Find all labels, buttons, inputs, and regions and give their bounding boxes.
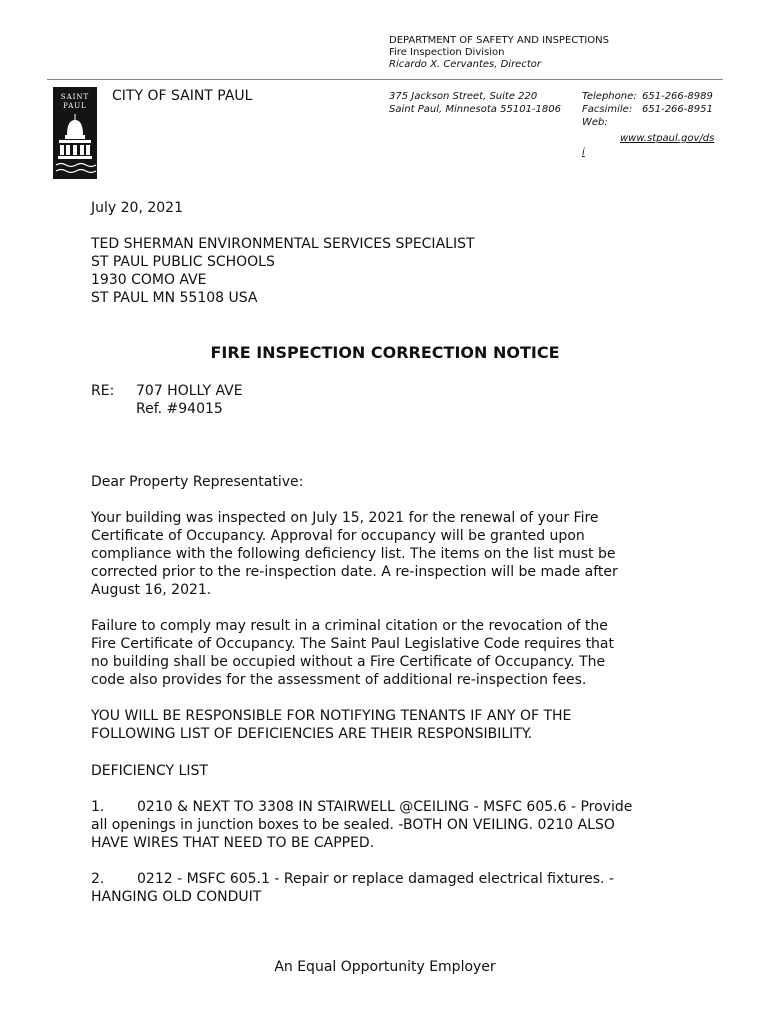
deficiency-list-heading: DEFICIENCY LIST xyxy=(91,763,208,779)
telephone-number: 651-266-8989 xyxy=(642,91,713,102)
paragraph-line: code also provides for the assessment of additional re-inspection fees. xyxy=(91,672,587,688)
deficiency-text: HAVE WIRES THAT NEED TO BE CAPPED. xyxy=(91,835,375,851)
facsimile-number: 651-266-8951 xyxy=(642,104,713,115)
facsimile-label: Facsimile: xyxy=(582,104,633,115)
reference-number: Ref. #94015 xyxy=(136,401,223,417)
capitol-dome-icon xyxy=(53,87,97,179)
division-name: Fire Inspection Division xyxy=(389,47,505,58)
department-header xyxy=(389,35,609,71)
web-link-continuation[interactable]: i xyxy=(582,147,585,158)
salutation: Dear Property Representative: xyxy=(91,474,304,490)
telephone-label: Telephone: xyxy=(582,91,637,102)
paragraph-line: Fire Certificate of Occupancy. The Saint Paul Legislative Code requires that xyxy=(91,636,614,652)
paragraph-line: Certificate of Occupancy. Approval for occupancy will be granted upon xyxy=(91,528,585,544)
city-seal-logo xyxy=(53,87,97,179)
deficiency-text: 0210 & NEXT TO 3308 IN STAIRWELL @CEILING - MSFC 605.6 - Provide xyxy=(137,799,633,815)
paragraph-line: compliance with the following deficiency list. The items on the list must be xyxy=(91,546,616,562)
letter-date: July 20, 2021 xyxy=(91,200,183,216)
director-name: Ricardo X. Cervantes, Director xyxy=(389,59,541,70)
paragraph-line: YOU WILL BE RESPONSIBLE FOR NOTIFYING TENANTS IF ANY OF THE xyxy=(91,708,572,724)
logo-text-top: SAINT xyxy=(60,93,90,101)
paragraph-failure xyxy=(91,617,681,689)
re-label: RE: xyxy=(91,383,115,399)
recipient-block xyxy=(91,235,681,307)
deficiency-item xyxy=(91,798,681,852)
paragraph-line: Your building was inspected on July 15, 2021 for the renewal of your Fire xyxy=(91,510,599,526)
paragraph-responsibility xyxy=(91,707,681,743)
address-line-1: 375 Jackson Street, Suite 220 xyxy=(389,91,538,102)
recipient-line: ST PAUL PUBLIC SCHOOLS xyxy=(91,254,275,270)
department-name: DEPARTMENT OF SAFETY AND INSPECTIONS xyxy=(389,35,609,46)
address-line-2: Saint Paul, Minnesota 55101-1806 xyxy=(389,104,561,115)
deficiency-number: 2. xyxy=(91,871,105,887)
city-name: CITY OF SAINT PAUL xyxy=(112,88,253,104)
deficiency-number: 1. xyxy=(91,799,105,815)
paragraph-inspection xyxy=(91,509,681,599)
header-divider xyxy=(47,79,723,80)
recipient-line: TED SHERMAN ENVIRONMENTAL SERVICES SPECIALIST xyxy=(91,236,475,252)
recipient-line: 1930 COMO AVE xyxy=(91,272,207,288)
logo-text-bottom: PAUL xyxy=(63,102,87,110)
deficiency-item xyxy=(91,870,681,906)
paragraph-line: corrected prior to the re-inspection date. A re-inspection will be made after xyxy=(91,564,618,580)
deficiency-text: HANGING OLD CONDUIT xyxy=(91,889,262,905)
footer-text: An Equal Opportunity Employer xyxy=(274,959,496,975)
property-address: 707 HOLLY AVE xyxy=(136,383,243,399)
paragraph-line: FOLLOWING LIST OF DEFICIENCIES ARE THEIR RESPONSIBILITY. xyxy=(91,726,533,742)
notice-title: FIRE INSPECTION CORRECTION NOTICE xyxy=(210,343,560,362)
re-details xyxy=(136,382,243,418)
recipient-line: ST PAUL MN 55108 USA xyxy=(91,290,258,306)
office-address xyxy=(389,90,561,116)
paragraph-line: August 16, 2021. xyxy=(91,582,212,598)
paragraph-line: no building shall be occupied without a Fire Certificate of Occupancy. The xyxy=(91,654,606,670)
deficiency-text: 0212 - MSFC 605.1 - Repair or replace damaged electrical fixtures. - xyxy=(137,871,614,887)
contact-info xyxy=(582,90,722,159)
paragraph-line: Failure to comply may result in a criminal citation or the revocation of the xyxy=(91,618,608,634)
deficiency-text: all openings in junction boxes to be sealed. -BOTH ON VEILING. 0210 ALSO xyxy=(91,817,615,833)
web-label: Web: xyxy=(582,117,608,128)
web-link[interactable]: www.stpaul.gov/ds xyxy=(620,133,715,144)
